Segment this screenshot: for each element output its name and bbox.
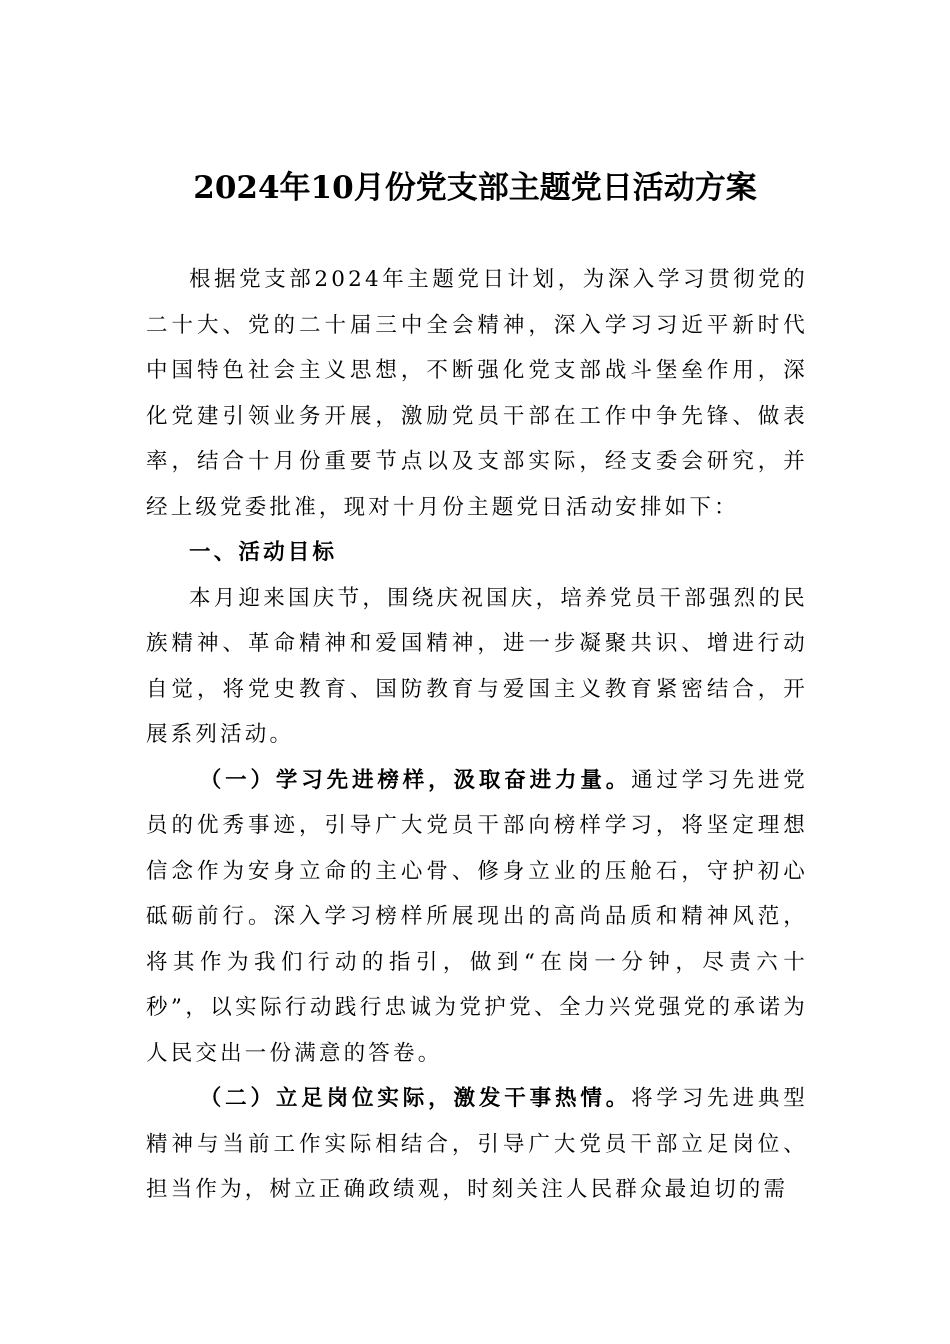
item-two-text: 将学习先进典型精神与当前工作实际相结合，引导广大党员干部立足岗位、担当作为，树立正确政绩观，时刻关注人民群众最迫切的需: [146, 1086, 808, 1202]
item-one-lead: （一）学习先进榜样，汲取奋进力量。: [199, 767, 632, 793]
item-one-text: 通过学习先进党员的优秀事迹，引导广大党员干部向榜样学习，将坚定理想信念作为安身立命的主心骨、修身立业的压舱石，守护初心砥砺前行。深入学习榜样所展现出的高尚品质和精神风范，将其作为我们行动的指引，做到“在岗一分钟，尽责六十秒”，以实际行动践行忠诚为党护党、全力兴党强党的承诺为人民交出一份满意的答卷。: [146, 767, 808, 1066]
document-body: [146, 257, 808, 1213]
intro-paragraph: 根据党支部2024年主题党日计划，为深入学习贯彻党的二十大、党的二十届三中全会精神，深入学习习近平新时代中国特色社会主义思想，不断强化党支部战斗堡垒作用，深化党建引领业务开展，激励党员干部在工作中争先锋、做表率，结合十月份重要节点以及支部实际，经支委会研究，并经上级党委批准，现对十月份主题党日活动安排如下：: [146, 267, 808, 520]
activity-goals-paragraph: 本月迎来国庆节，围绕庆祝国庆，培养党员干部强烈的民族精神、革命精神和爱国精神，进一步凝聚共识、增进行动自觉，将党史教育、国防教育与爱国主义教育紧密结合，开展系列活动。: [146, 585, 808, 747]
item-one-paragraph: [146, 758, 808, 1077]
item-two-lead: （二）立足岗位实际，激发干事热情。: [199, 1086, 632, 1111]
section-heading-activity-goals: 一、活动目标: [189, 540, 338, 565]
document-title: 2024年10月份党支部主题党日活动方案: [193, 170, 757, 206]
item-two-paragraph: [146, 1076, 808, 1213]
